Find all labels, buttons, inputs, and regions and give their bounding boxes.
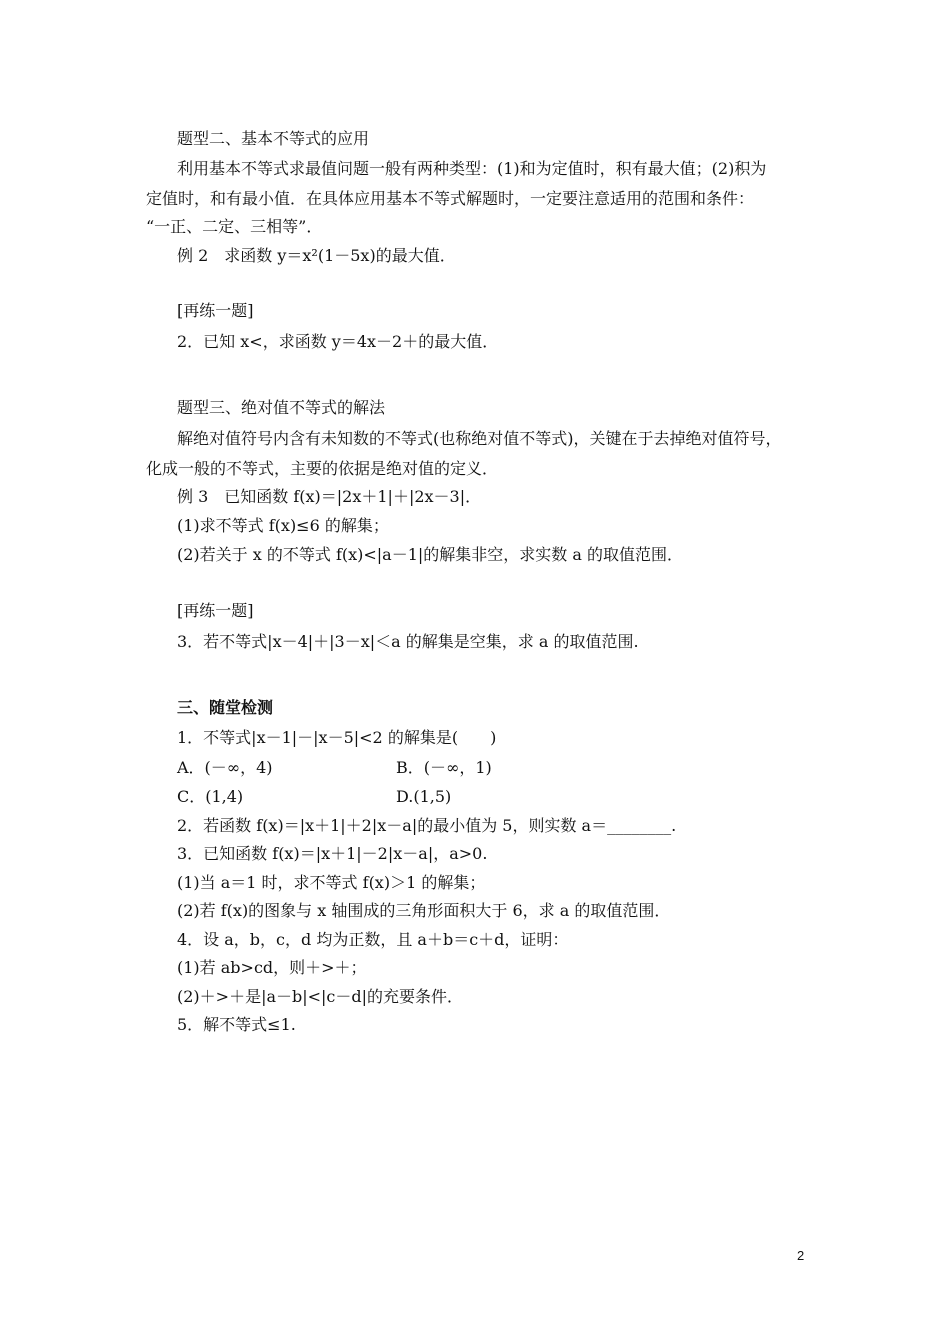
quiz-q1-option-d: D.(1,5)	[396, 787, 452, 806]
quiz-question-2: 2．若函数 f(x)＝|x＋1|＋2|x－a|的最小值为 5，则实数 a＝________.	[177, 816, 677, 835]
quiz-q1-option-c: C．(1,4)	[177, 787, 244, 806]
section3-paragraph-line-1: 解绝对值符号内含有未知数的不等式(也称绝对值不等式)，关键在于去掉绝对值符号，	[177, 429, 782, 448]
practice-label-2: [再练一题]	[177, 301, 254, 320]
practice-item-2: 2．已知 x<，求函数 y＝4x－2＋的最大值．	[177, 332, 499, 351]
section2-paragraph-line-2: 定值时，和有最小值．在具体应用基本不等式解题时，一定要注意适用的范围和条件：	[146, 189, 755, 208]
example-3-part-1: (1)求不等式 f(x)≤6 的解集；	[177, 516, 389, 535]
section3-paragraph-line-2: 化成一般的不等式，主要的依据是绝对值的定义．	[146, 459, 499, 478]
quiz-q1-option-a: A．(－∞，4)	[177, 758, 273, 777]
quiz-question-4-part-1: (1)若 ab>cd，则＋>＋；	[177, 958, 367, 977]
practice-label-3: [再练一题]	[177, 601, 254, 620]
example-3: 例 3 已知函数 f(x)＝|2x＋1|＋|2x－3|．	[177, 487, 482, 506]
quiz-question-3: 3．已知函数 f(x)＝|x＋1|－2|x－a|，a>0.	[177, 844, 488, 863]
practice-item-3: 3．若不等式|x－4|＋|3－x|＜a 的解集是空集，求 a 的取值范围.	[177, 632, 639, 651]
example-3-part-2: (2)若关于 x 的不等式 f(x)<|a－1|的解集非空，求实数 a 的取值范围．	[177, 545, 683, 564]
section2-paragraph-line-3: “一正、二定、三相等”．	[146, 217, 323, 236]
section2-heading: 题型二、基本不等式的应用	[177, 129, 370, 148]
quiz-heading: 三、随堂检测	[177, 698, 274, 717]
section3-heading: 题型三、绝对值不等式的解法	[177, 398, 386, 417]
example-2: 例 2 求函数 y＝x²(1－5x)的最大值．	[177, 246, 456, 265]
quiz-question-3-part-2: (2)若 f(x)的图象与 x 轴围成的三角形面积大于 6，求 a 的取值范围．	[177, 901, 671, 920]
quiz-q1-option-b: B．(－∞，1)	[396, 758, 492, 777]
quiz-question-4-part-2: (2)＋>＋是|a－b|<|c－d|的充要条件．	[177, 987, 464, 1006]
page-number: 2	[797, 1248, 805, 1263]
quiz-question-1: 1．不等式|x－1|－|x－5|<2 的解集是( )	[177, 728, 497, 747]
section2-paragraph-line-1: 利用基本不等式求最值问题一般有两种类型：(1)和为定值时，积有最大值；(2)积为	[177, 159, 767, 178]
quiz-question-3-part-1: (1)当 a＝1 时，求不等式 f(x)＞1 的解集；	[177, 873, 486, 892]
quiz-question-4: 4．设 a，b，c，d 均为正数，且 a＋b＝c＋d，证明：	[177, 930, 569, 949]
quiz-question-5: 5．解不等式≤1.	[177, 1015, 296, 1034]
